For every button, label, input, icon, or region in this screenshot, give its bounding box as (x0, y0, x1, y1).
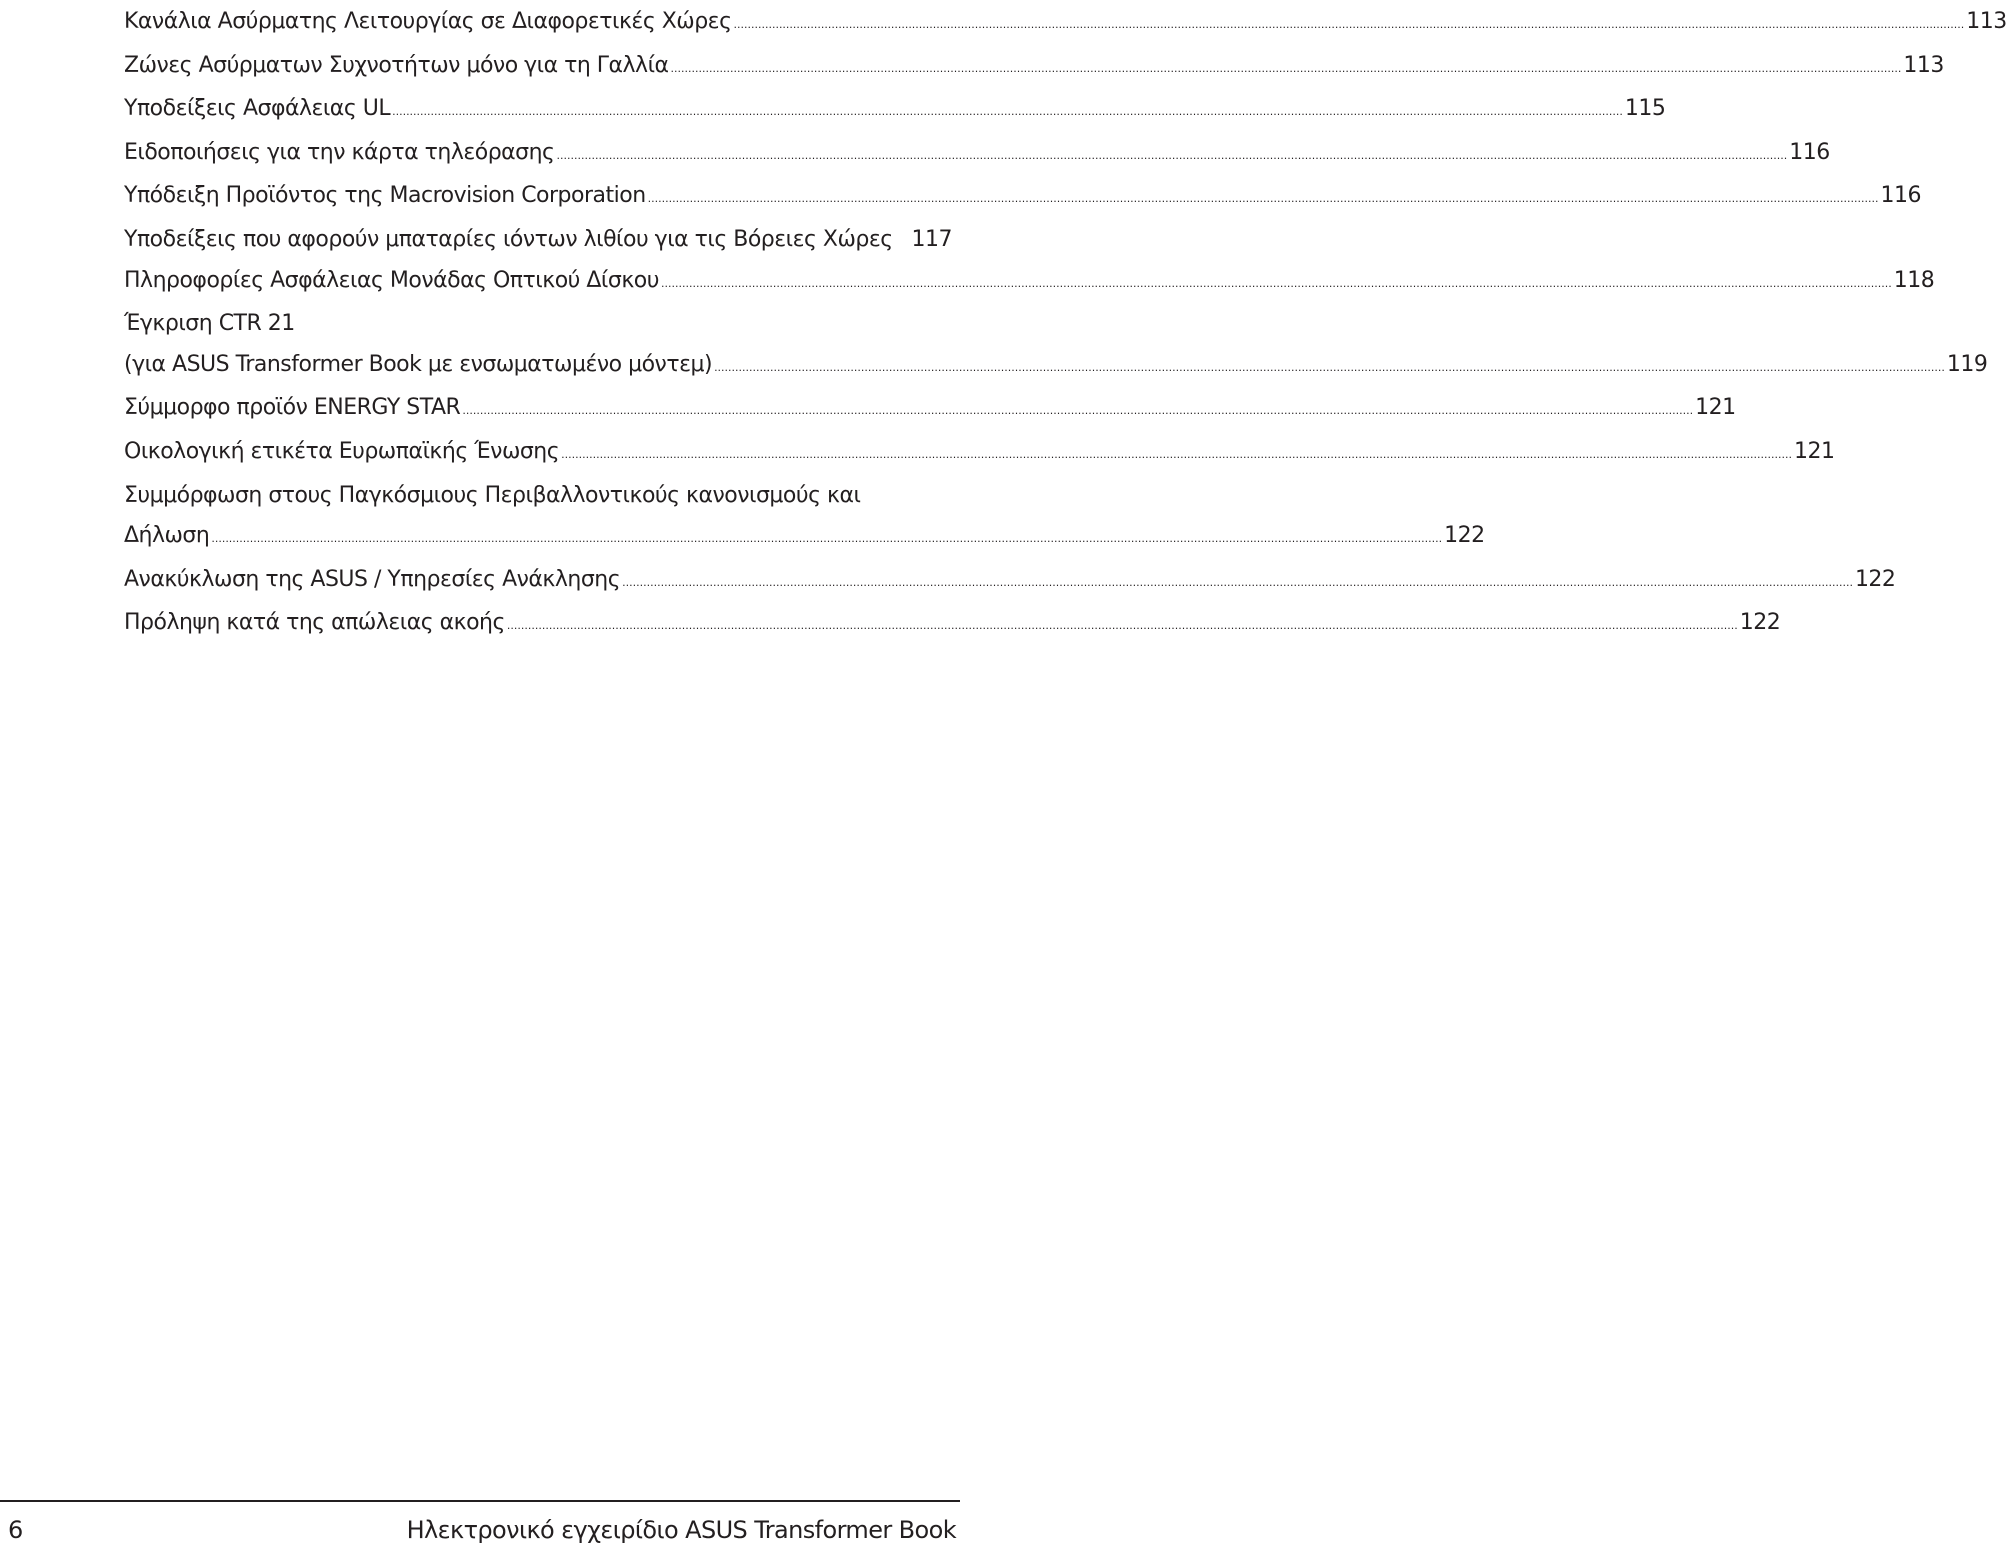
dot-leader (659, 264, 1892, 305)
toc-entry[interactable] (124, 46, 1944, 90)
footer-page-number: 6 (8, 1516, 24, 1544)
toc-entry-title: Υποδείξεις Ασφάλειας UL (124, 96, 391, 122)
dot-leader (559, 435, 1792, 476)
toc-entry[interactable] (124, 261, 1935, 305)
toc-entry[interactable] (124, 432, 1835, 476)
dot-leader (669, 49, 1902, 90)
toc-entry-title: Πρόληψη κατά της απώλειας ακοής (124, 610, 505, 636)
toc-entry-title: Κανάλια Ασύρματης Λειτουργίας σε Διαφορετικές Χώρες (124, 9, 732, 34)
dot-leader (390, 92, 1623, 133)
toc-entry-page: 118 (1893, 267, 1935, 293)
toc-entry-page: 113 (1966, 9, 2007, 34)
toc-entry[interactable] (124, 560, 1896, 604)
toc-entry-title: Οικολογική ετικέτα Ευρωπαϊκής Ένωσης (124, 438, 560, 464)
toc-entry-page: 121 (1695, 395, 1736, 421)
table-of-contents (124, 2, 2007, 647)
toc-entry-page: 116 (1789, 139, 1830, 165)
toc-entry-title: Πληροφορίες Ασφάλειας Μονάδας Οπτικού Δίσκου (124, 267, 659, 293)
toc-entry-page: 113 (1903, 52, 1944, 78)
toc-entry-title: (για ASUS Transformer Book με ενσωματωμένο μόντεμ) (124, 351, 713, 377)
toc-entry-page: 119 (1946, 351, 1988, 377)
toc-entry[interactable] (124, 2, 2007, 46)
toc-entry[interactable] (124, 176, 1921, 220)
toc-entry[interactable] (124, 304, 1988, 388)
toc-entry-title: Υποδείξεις που αφορούν μπαταρίες ιόντων λιθίου για τις Βόρειες Χώρες (124, 226, 893, 252)
toc-entry[interactable] (124, 388, 1736, 432)
toc-entry-title-line1: Συμμόρφωση στους Παγκόσμιους Περιβαλλοντικούς κανονισμούς και (124, 482, 861, 508)
toc-entry-title: Δήλωση (124, 523, 210, 549)
toc-entry[interactable] (124, 133, 1830, 177)
toc-entry-title: Ανακύκλωση της ASUS / Υπηρεσίες Ανάκλησης (124, 566, 621, 592)
toc-entry-title: Ζώνες Ασύρματων Συχνοτήτων μόνο για τη Γαλλία (124, 52, 669, 78)
toc-entry-page: 117 (911, 226, 952, 252)
toc-entry-title: Υπόδειξη Προϊόντος της Macrovision Corporation (124, 183, 646, 209)
toc-entry-title: Ειδοποιήσεις για την κάρτα τηλεόρασης (124, 139, 555, 165)
dot-leader (554, 136, 1787, 177)
dot-leader (620, 563, 1853, 604)
toc-entry-page: 121 (1793, 438, 1835, 464)
dot-leader (731, 5, 1964, 46)
dot-leader (712, 348, 1945, 389)
dot-leader (505, 606, 1738, 647)
toc-entry-page: 122 (1444, 523, 1485, 549)
toc-entry-page: 122 (1854, 566, 1896, 592)
dot-leader (646, 179, 1879, 220)
toc-entry-page: 122 (1739, 610, 1781, 636)
toc-entry-page: 115 (1624, 96, 1666, 122)
footer-manual-title: Ηλεκτρονικό εγχειρίδιο ASUS Transformer Book (406, 1516, 956, 1544)
toc-entry[interactable] (124, 603, 1781, 647)
dot-leader (209, 519, 1442, 560)
toc-entry-title-line1: Έγκριση CTR 21 (124, 311, 295, 337)
footer-divider (0, 1500, 960, 1502)
toc-entry[interactable] (124, 89, 1666, 133)
toc-entry[interactable] (124, 220, 952, 261)
toc-entry-page: 116 (1880, 183, 1921, 209)
toc-entry-title: Σύμμορφο προϊόν ENERGY STAR (124, 395, 461, 421)
dot-leader (460, 391, 1693, 432)
toc-entry[interactable] (124, 476, 1485, 560)
